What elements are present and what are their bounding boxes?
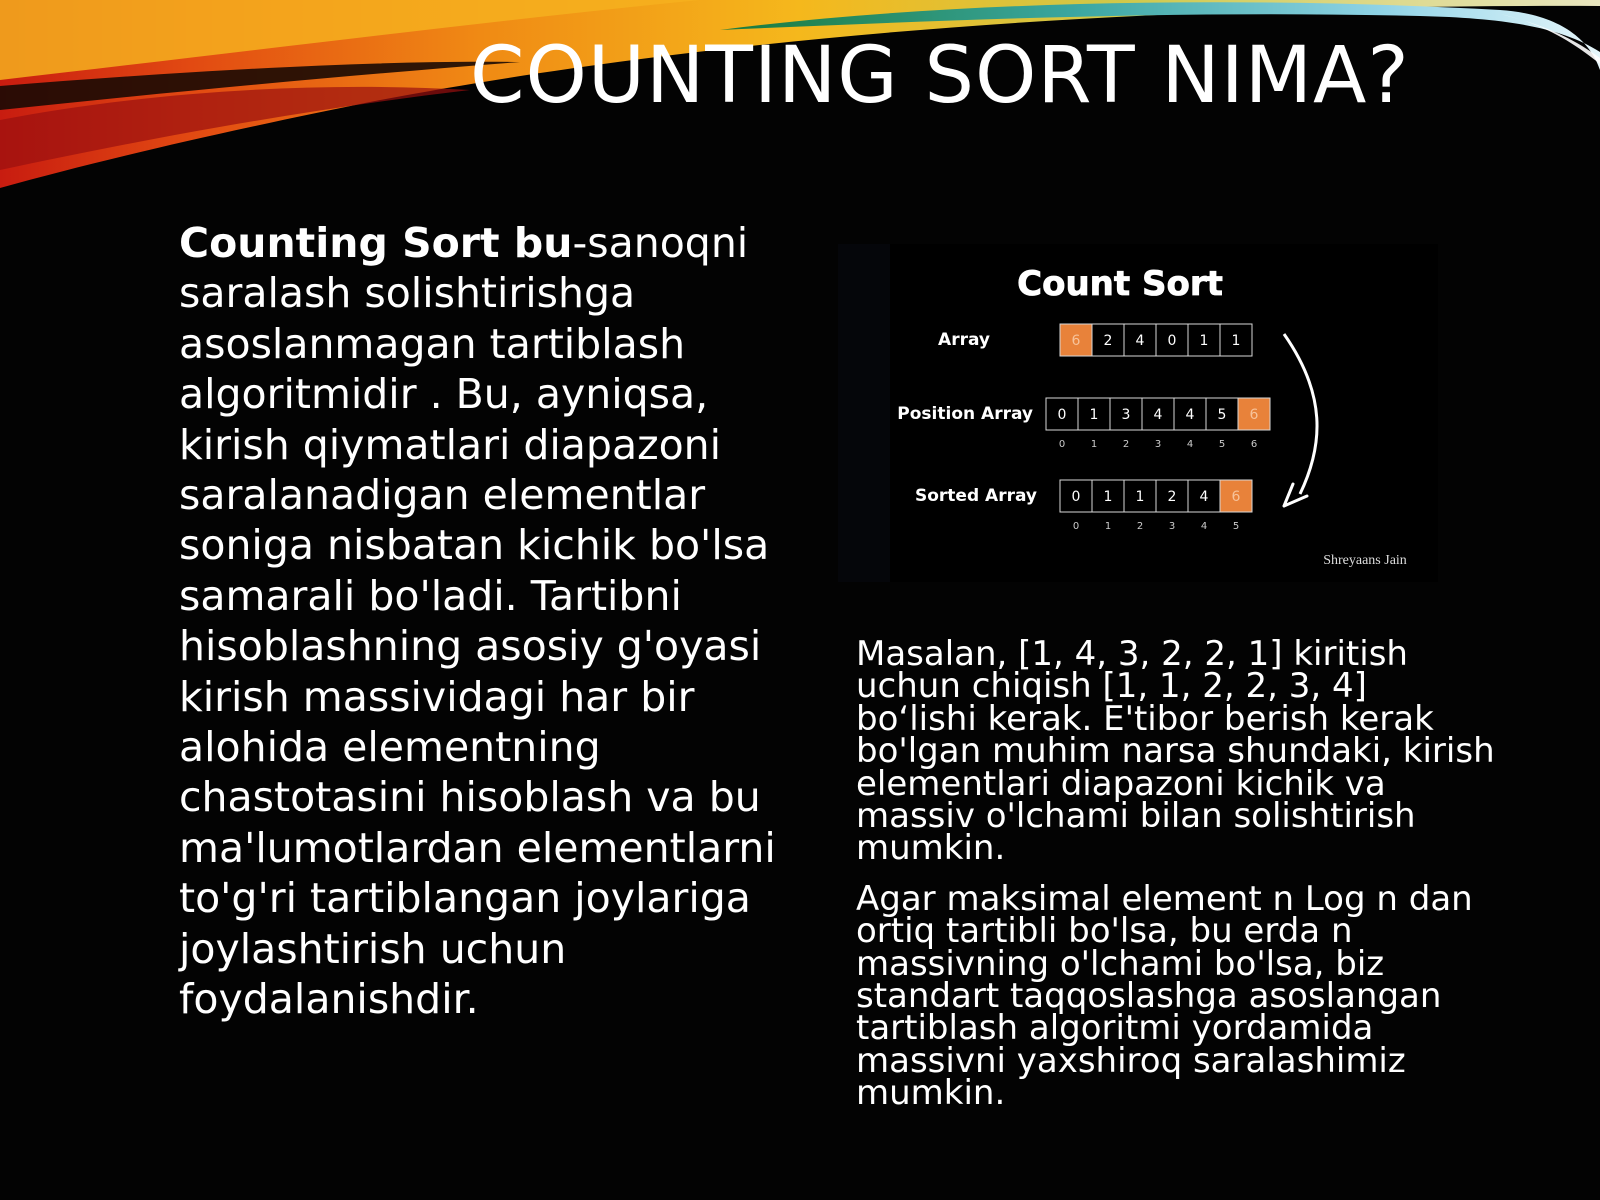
array-cell-value: 4	[1199, 489, 1209, 505]
array-index: 1	[1104, 521, 1112, 532]
array-index: 4	[1200, 521, 1208, 532]
array-cell-value: 0	[1057, 407, 1067, 423]
array-index: 2	[1122, 439, 1130, 450]
array-cell-value: 2	[1103, 333, 1113, 349]
array-cell-value: 4	[1135, 333, 1145, 349]
right-paragraph-2: Agar maksimal element n Log n dan ortiq tartibli bo'lsa, bu erda n massivning o'lchami bo'lsa, biz standart taqqoslashga asoslangan tartiblash algoritmi yordamida massivni yaxshiroq saralashimiz mumkin.	[856, 878, 1473, 1114]
array-cell-value: 6	[1071, 333, 1081, 349]
array-cell-value: 4	[1185, 407, 1195, 423]
right-paragraph-1: Masalan, [1, 4, 3, 2, 2, 1] kiritish uchun chiqish [1, 1, 2, 2, 3, 4] bo‘lishi kerak. E'tibor berish kerak bo'lgan muhim narsa shundaki, kirish elementlari diapazoni kichik va massiv o'lchami bilan solishtirish mumkin.	[856, 634, 1495, 869]
row-label: Array	[938, 330, 990, 350]
array-cell-value: 0	[1167, 333, 1177, 349]
array-cell-value: 2	[1167, 489, 1177, 505]
count-sort-figure	[838, 244, 1438, 582]
array-cell-value: 5	[1217, 407, 1227, 423]
array-index: 1	[1090, 439, 1098, 450]
array-index: 4	[1186, 439, 1194, 450]
array-cell-value: 6	[1231, 489, 1241, 505]
figure-credit: Shreyaans Jain	[1323, 553, 1407, 568]
array-cell-value: 1	[1231, 333, 1241, 349]
array-cell-value: 0	[1071, 489, 1081, 505]
array-cell-value: 1	[1089, 407, 1099, 423]
array-index: 0	[1072, 521, 1080, 532]
array-index: 2	[1136, 521, 1144, 532]
row-label: Position Array	[897, 404, 1033, 424]
left-paragraph-body: -sanoqni saralash solishtirishga asoslanmagan tartiblash algoritmidir . Bu, ayniqsa, kirish qiymatlari diapazoni saralanadigan elementlar soniga nisbatan kichik bo'lsa samarali bo'ladi. Tartibni hisoblashning asosiy g'oyasi kirish massividagi har bir alohida elementning chastotasini hisoblash va bu ma'lumotlardan elementlarni to'g'ri tartiblangan joylariga joylashtirish uchun foydalanishdir.	[179, 219, 776, 1024]
array-index: 3	[1154, 439, 1162, 450]
row-label: Sorted Array	[914, 486, 1037, 506]
array-index: 6	[1250, 439, 1258, 450]
slide-title: COUNTING SORT NIMA?	[470, 31, 1410, 121]
left-paragraph-bold: Counting Sort bu	[179, 219, 573, 267]
array-cell-value: 6	[1249, 407, 1259, 423]
figure-title: Count Sort	[1017, 264, 1223, 304]
array-cell-value: 4	[1153, 407, 1163, 423]
right-text	[856, 634, 1496, 1114]
array-index: 5	[1232, 521, 1240, 532]
array-cell-value: 3	[1121, 407, 1131, 423]
array-cell-value: 1	[1199, 333, 1209, 349]
array-index: 3	[1168, 521, 1176, 532]
array-cell-value: 1	[1135, 489, 1145, 505]
array-cell-value: 1	[1103, 489, 1113, 505]
array-index: 5	[1218, 439, 1226, 450]
array-index: 0	[1058, 439, 1066, 450]
left-paragraph	[179, 218, 799, 1025]
